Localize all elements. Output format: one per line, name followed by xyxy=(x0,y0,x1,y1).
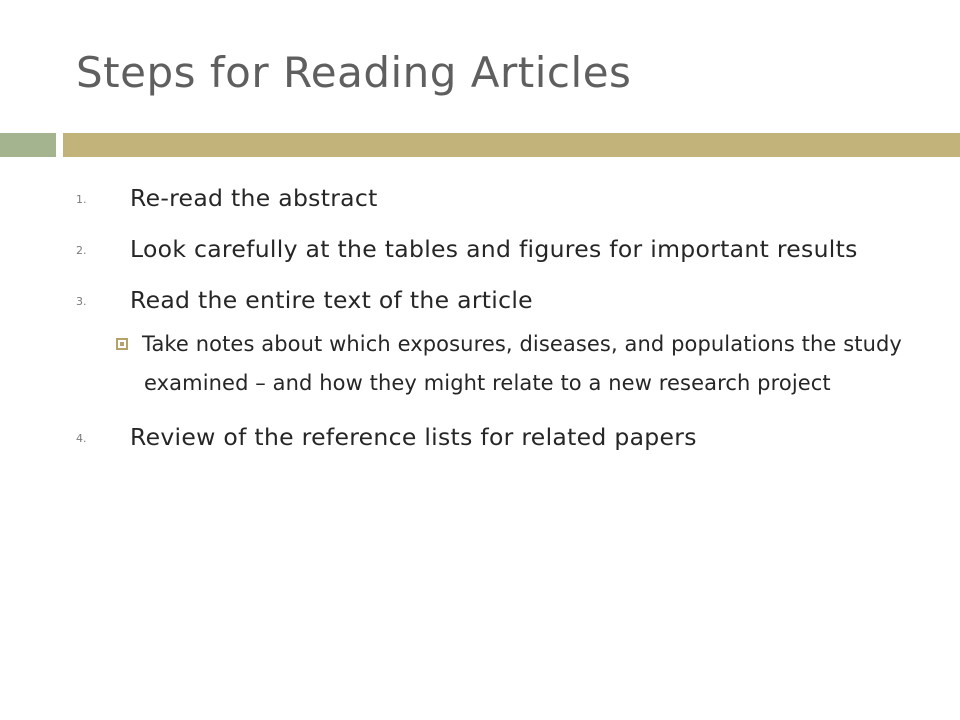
list-item-step-2 xyxy=(76,229,916,270)
title-accent-bar-left xyxy=(0,133,56,157)
square-bullet-icon xyxy=(116,338,128,350)
list-item-step-4 xyxy=(76,417,916,458)
step-number: 2. xyxy=(76,244,87,257)
step-number: 3. xyxy=(76,295,87,308)
step-text: Review of the reference lists for related papers xyxy=(130,423,697,451)
list-item-step-3 xyxy=(76,280,916,321)
slide-content xyxy=(76,178,916,468)
step-text: Look carefully at the tables and figures for important results xyxy=(130,235,858,263)
sub-bullet-item xyxy=(76,325,916,403)
step-number: 4. xyxy=(76,432,87,445)
step-text: Re-read the abstract xyxy=(130,184,378,212)
sub-bullet-text: Take notes about which exposures, diseases, and populations the study examined – and how they might relate to a new research project xyxy=(142,332,902,395)
title-accent-bar-right xyxy=(63,133,960,157)
list-item-step-1 xyxy=(76,178,916,219)
step-text: Read the entire text of the article xyxy=(130,286,533,314)
step-number: 1. xyxy=(76,193,87,206)
slide-title: Steps for Reading Articles xyxy=(76,48,632,97)
